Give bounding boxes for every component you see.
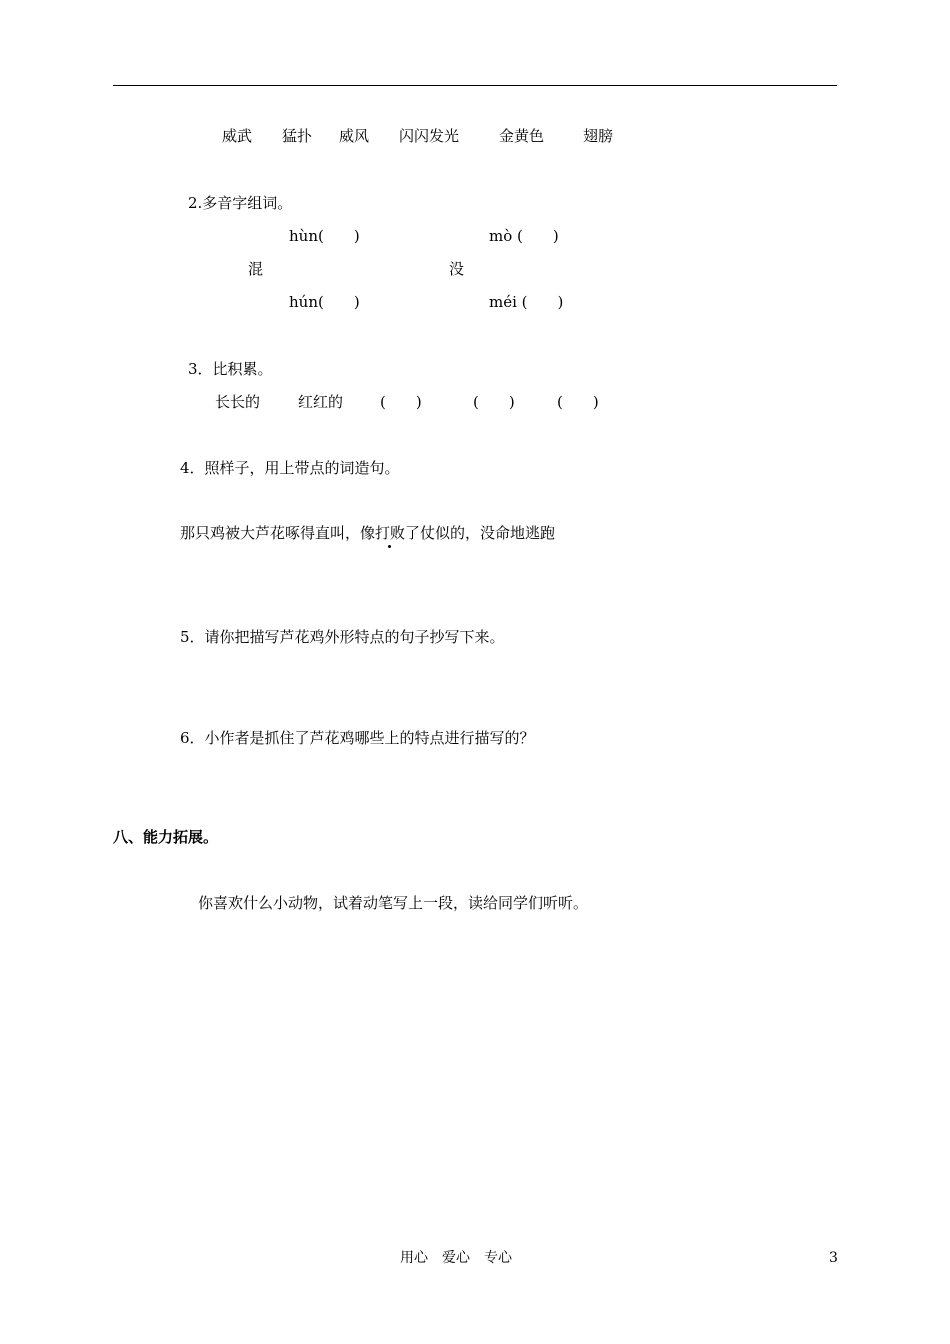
word-item: 翅膀	[583, 127, 614, 145]
q2-char2-pinyin-bottom: méi ( )	[489, 293, 564, 311]
q2-char1: 混	[248, 260, 264, 278]
word-item: 闪闪发光	[399, 127, 460, 145]
q2-char2-pinyin-top: mò ( )	[489, 227, 559, 245]
q3-example-1: 长长的	[215, 393, 261, 411]
word-item: 威风	[339, 127, 370, 145]
word-item: 威武	[222, 127, 253, 145]
page-number: 3	[829, 1250, 838, 1266]
q3-title: 3．比积累。	[188, 360, 273, 378]
q2-char2: 没	[449, 260, 465, 278]
section-8-heading: 八、能力拓展。	[113, 828, 219, 846]
q2-char1-pinyin-bottom: hún( )	[289, 293, 360, 311]
header-rule	[113, 85, 837, 86]
q2-title: 2.多音字组词。	[188, 194, 293, 212]
word-item: 金黄色	[499, 127, 545, 145]
q4-title: 4．照样子，用上带点的词造句。	[180, 459, 400, 477]
section-8-prompt: 你喜欢什么小动物，试着动笔写上一段，读给同学们听听。	[198, 894, 589, 912]
emphasis-dot	[388, 545, 391, 548]
q6-title: 6．小作者是抓住了芦花鸡哪些上的特点进行描写的？	[180, 729, 535, 747]
q3-blank-1: ( )	[380, 393, 422, 411]
q5-title: 5．请你把描写芦花鸡外形特点的句子抄写下来。	[180, 628, 505, 646]
footer-motto: 用心 爱心 专心	[400, 1250, 512, 1266]
q3-example-2: 红红的	[298, 393, 344, 411]
q4-sentence: 那只鸡被大芦花啄得直叫，像打败了仗似的，没命地逃跑	[180, 524, 556, 542]
q3-blank-2: ( )	[473, 393, 515, 411]
q2-char1-pinyin-top: hùn( )	[289, 227, 360, 245]
word-item: 猛扑	[282, 127, 313, 145]
q3-blank-3: ( )	[557, 393, 599, 411]
